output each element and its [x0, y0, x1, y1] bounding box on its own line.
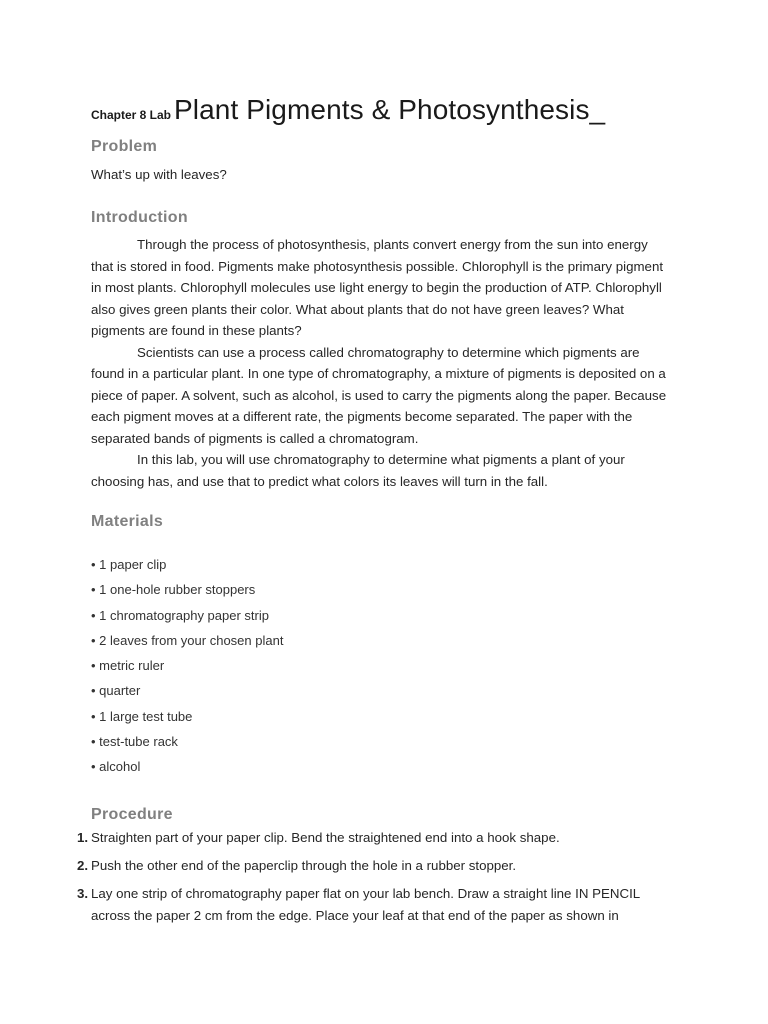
procedure-step	[77, 855, 677, 877]
introduction-body	[91, 234, 671, 492]
step-number: 2.	[77, 858, 89, 873]
list-item: • quarter	[91, 683, 141, 699]
procedure-list	[77, 827, 677, 927]
step-number: 3.	[77, 886, 89, 901]
materials-heading: Materials	[91, 513, 164, 530]
intro-paragraph: In this lab, you will use chromatography to determine what pigments a plant of your choosing has, and use that to predict what colors its leaves will turn in the fall.	[91, 452, 625, 489]
list-item: • test-tube rack	[91, 734, 178, 750]
procedure-heading: Procedure	[91, 806, 173, 823]
list-item: • 1 large test tube	[91, 708, 193, 724]
list-item: • 2 leaves from your chosen plant	[91, 632, 284, 648]
list-item: • alcohol	[91, 759, 141, 775]
step-text: Push the other end of the paperclip through the hole in a rubber stopper.	[91, 858, 517, 873]
materials-list	[91, 554, 283, 782]
step-number: 1.	[77, 830, 89, 845]
step-text: Straighten part of your paper clip. Bend the straightened end into a hook shape.	[91, 830, 560, 845]
chapter-label: Chapter 8 Lab	[91, 108, 172, 122]
document-title	[91, 94, 605, 126]
intro-paragraph: Scientists can use a process called chromatography to determine which pigments are found in a particular plant. In one type of chromatography, a mixture of pigments is deposited on a piece of paper. A solvent, such as alcohol, is used to carry the pigments along the paper. Because each pigment moves at a different rate, the pigments become separated. The paper with the separated bands of pigments is called a chromatogram.	[91, 344, 667, 446]
procedure-step	[77, 827, 677, 849]
problem-heading: Problem	[91, 138, 158, 155]
intro-paragraph: Through the process of photosynthesis, plants convert energy from the sun into energy that is stored in food. Pigments make photosynthesis possible. Chlorophyll is the primary pigment in most plants. Chlorophyll molecules use light energy to begin the production of ATP. Chlorophyll also gives green plants their color. What about plants that do not have green leaves? What pigments are found in these plants?	[91, 237, 664, 338]
page-title: Plant Pigments & Photosynthesis_	[174, 94, 606, 125]
problem-text: What’s up with leaves?	[91, 167, 227, 182]
list-item: • metric ruler	[91, 658, 165, 674]
list-item: • 1 paper clip	[91, 557, 167, 572]
step-text: Lay one strip of chromatography paper flat on your lab bench. Draw a straight line IN PENCIL across the paper 2 cm from the edge. Place your leaf at that end of the paper as shown in	[91, 886, 640, 923]
procedure-step	[77, 883, 677, 927]
list-item: • 1 chromatography paper strip	[91, 607, 269, 623]
list-item: • 1 one-hole rubber stoppers	[91, 582, 256, 598]
introduction-heading: Introduction	[91, 209, 188, 226]
